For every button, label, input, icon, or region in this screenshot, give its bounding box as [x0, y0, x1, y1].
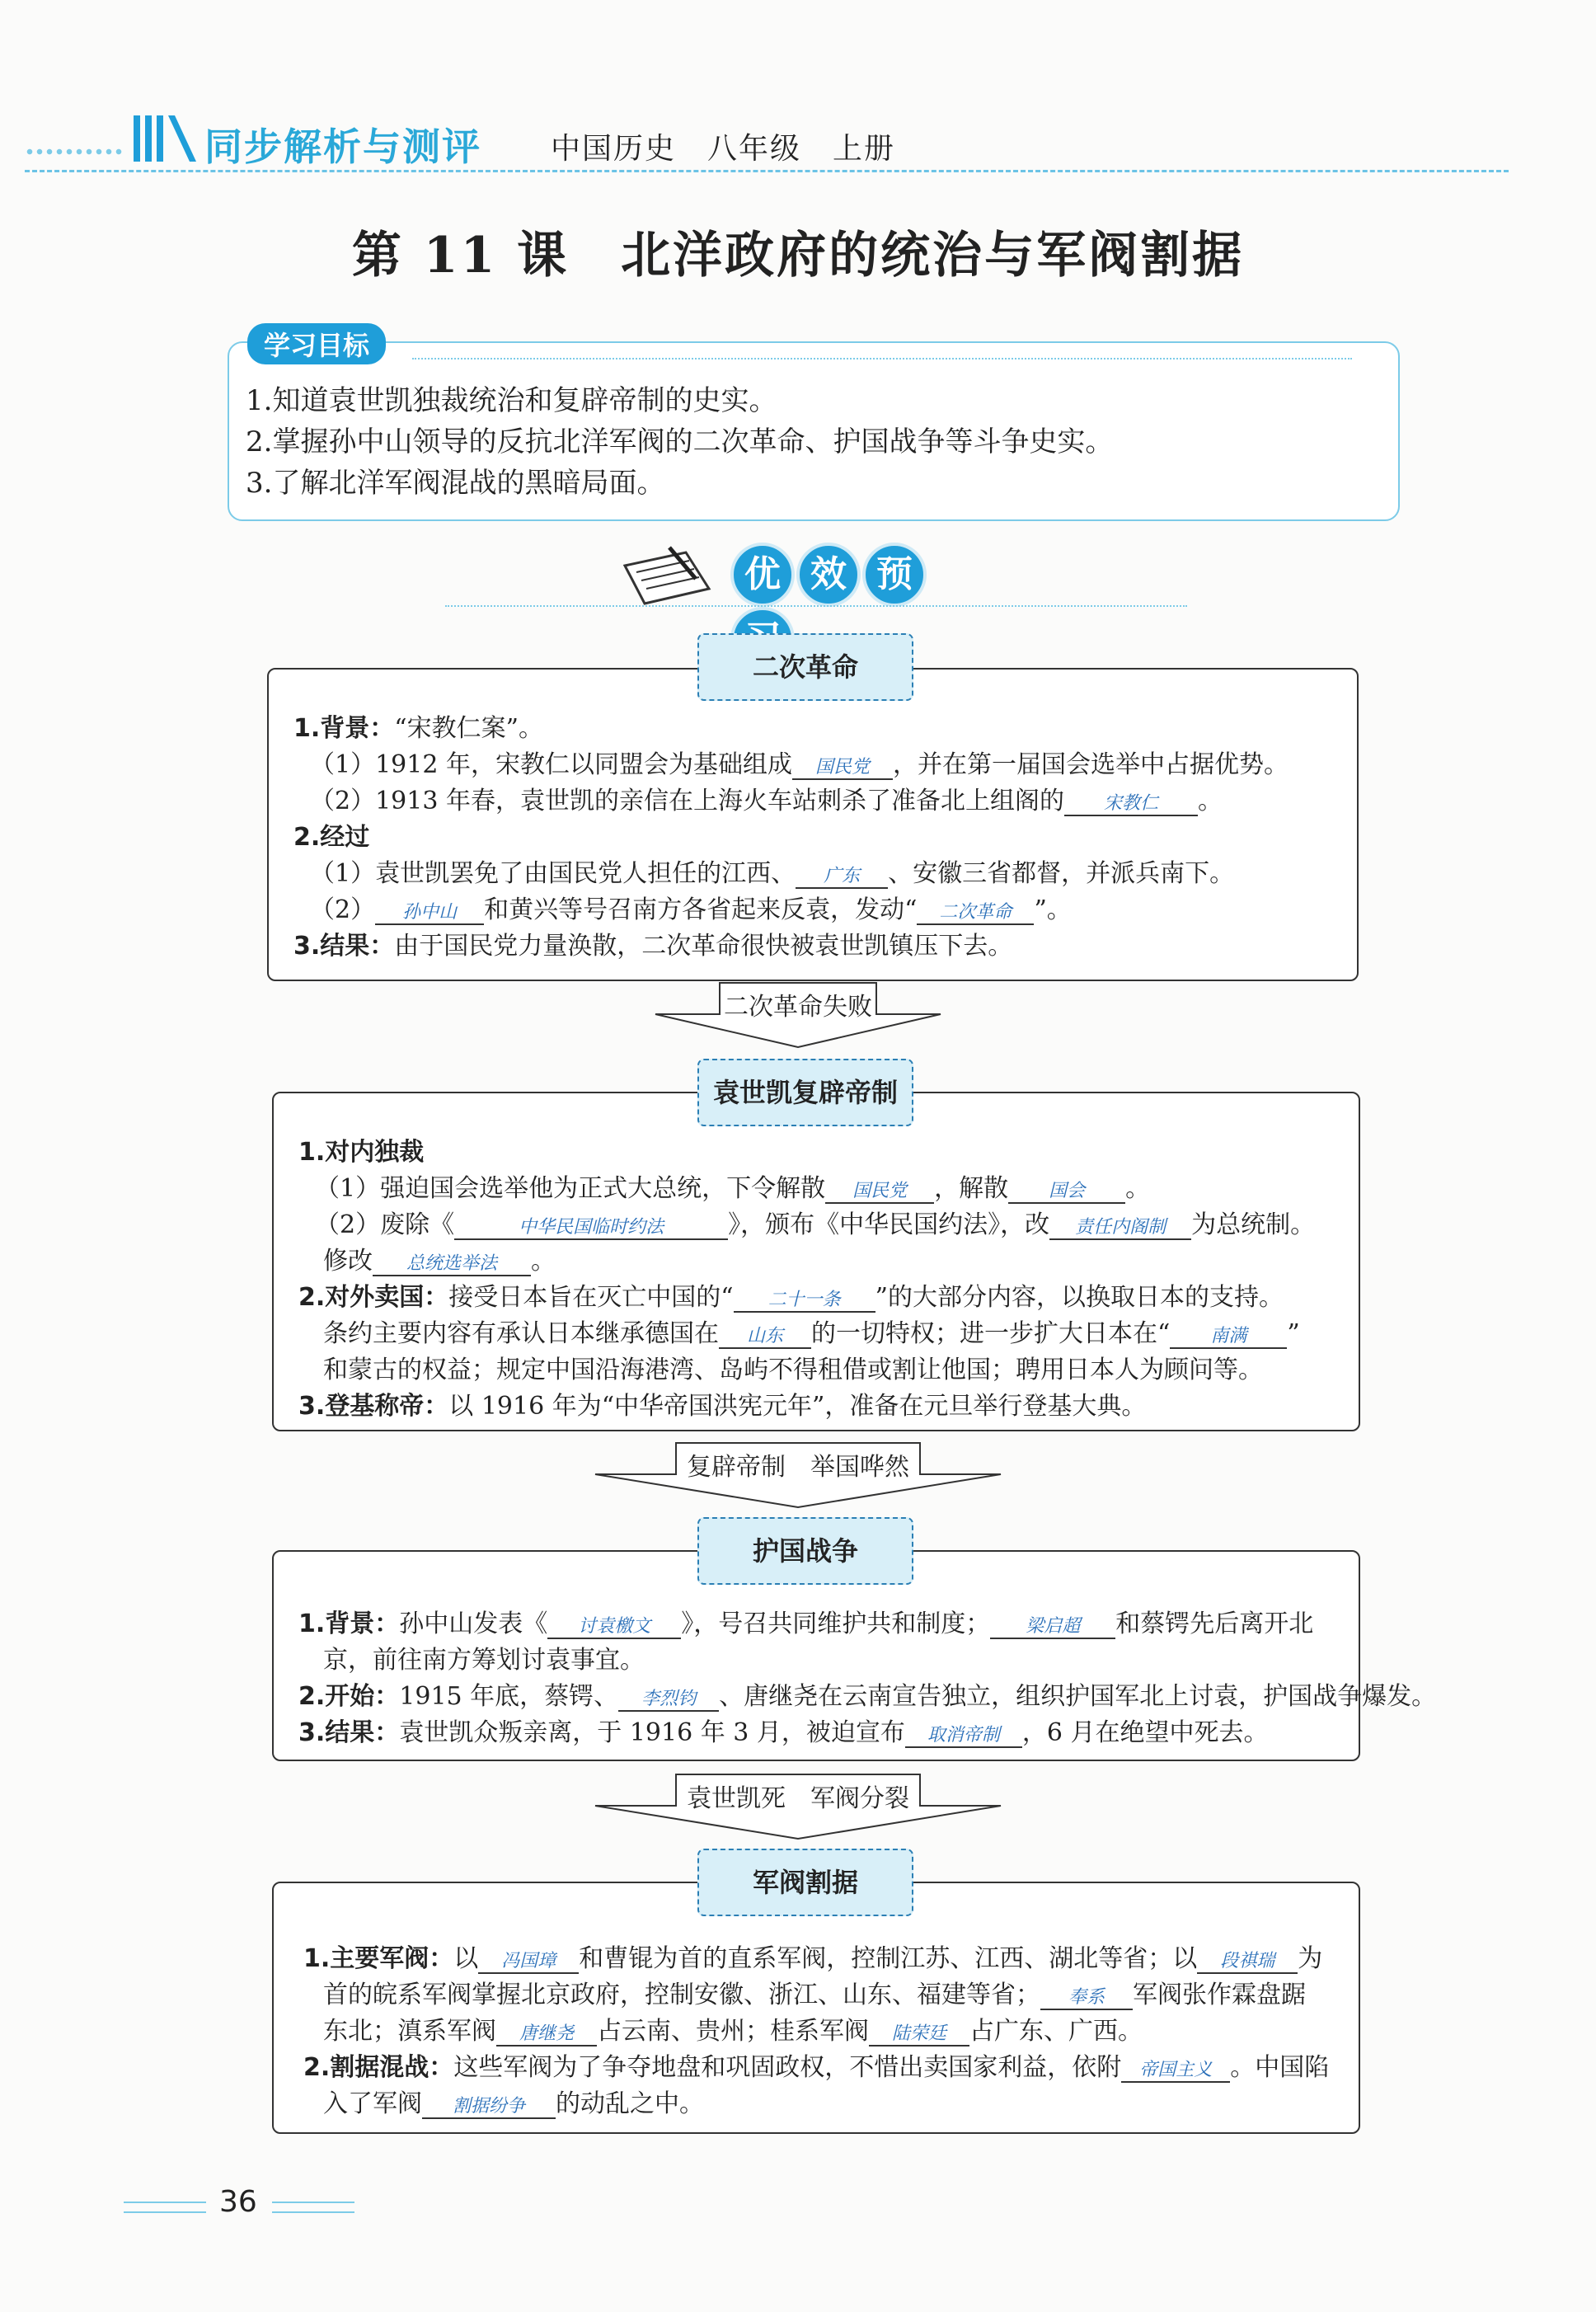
b3-line: 京，前往南方筹划讨袁事宜。 [323, 1646, 645, 1675]
answer-blank: 总统选举法 [373, 1249, 531, 1276]
goal-item: 2.掌握孙中山领导的反抗北洋军阀的二次革命、护国战争等斗争史实。 [246, 425, 1114, 458]
page-title: 第 11 课 北洋政府的统治与军阀割据 [351, 227, 1245, 284]
answer-blank: 冯国璋 [478, 1947, 579, 1974]
header-brand: 同步解析与测评 [204, 125, 481, 169]
page-number-rule-right [272, 2202, 354, 2213]
b2-line: （2）废除《 中华民国临时约法 》，颁布《中华民国约法》，改 责任内阁制 为总统制。 [315, 1210, 1316, 1239]
b4-line: 2.割据混战：这些军阀为了争夺地盘和巩固政权，不惜出卖国家利益，依附 帝国主义 。中国陷 [303, 2053, 1330, 2082]
answer-blank: 广东 [796, 862, 888, 889]
b2-line: 1.对内独裁 [298, 1138, 425, 1167]
notebook-pencil-icon [620, 541, 719, 607]
tag-national-protection-war: 护国战争 [697, 1517, 913, 1585]
arrow-label: 袁世凯死 军阀分裂 [687, 1784, 909, 1813]
heading-char: 预 [862, 543, 927, 607]
header-rule [25, 170, 1509, 172]
answer-blank: 国民党 [792, 753, 893, 780]
b3-line: 2.开始：1915 年底，蔡锷、 李烈钧 、唐继尧在云南宣告独立，组织护国军北上讨袁，护国战争爆发。 [298, 1682, 1437, 1711]
answer-blank: 陆荣廷 [869, 2019, 969, 2046]
answer-blank: 梁启超 [990, 1612, 1115, 1639]
answer-blank: 帝国主义 [1121, 2056, 1230, 2083]
b4-line: 东北；滇系军阀 唐继尧 占云南、贵州；桂系军阀 陆荣廷 占广东、广西。 [323, 2017, 1143, 2046]
heading-char: 效 [796, 543, 861, 607]
goal-item: 3.了解北洋军阀混战的黑暗局面。 [246, 467, 665, 500]
b1-line: （1）袁世凯罢免了由国民党人担任的江西、 广东 、安徽三省都督，并派兵南下。 [310, 859, 1235, 888]
answer-blank: 责任内阁制 [1049, 1213, 1191, 1240]
goals-dotted-arrow [412, 358, 1352, 359]
goal-item: 1.知道袁世凯独裁统治和复辟帝制的史实。 [246, 384, 777, 417]
answer-blank: 奉系 [1040, 1983, 1133, 2010]
answer-blank: 取消帝制 [905, 1721, 1022, 1748]
answer-blank: 山东 [719, 1322, 811, 1349]
answer-blank: 割据纷争 [422, 2092, 556, 2119]
answer-blank: 二十一条 [734, 1285, 875, 1313]
b2-line: 和蒙古的权益；规定中国沿海港湾、岛屿不得租借或割让他国；聘用日本人为顾问等。 [323, 1356, 1263, 1384]
arrow-label: 二次革命失败 [724, 993, 872, 1022]
answer-blank: 宋教仁 [1064, 789, 1198, 816]
answer-blank: 唐继尧 [496, 2019, 597, 2046]
answer-blank: 国会 [1008, 1177, 1125, 1204]
book-logo-icon [132, 110, 198, 165]
answer-blank: 中华民国临时约法 [454, 1213, 728, 1240]
tag-warlord-division: 军阀割据 [697, 1849, 913, 1916]
answer-blank: 段祺瑞 [1197, 1947, 1298, 1974]
header-dots [25, 147, 124, 158]
b1-line: （2）1913 年春，袁世凯的亲信在上海火车站刺杀了准备北上组阁的 宋教仁 。 [310, 787, 1223, 815]
b1-line: 1.背景：“宋教仁案”。 [293, 714, 543, 743]
b4-line: 1.主要军阀：以 冯国璋 和曹锟为首的直系军阀，控制江苏、江西、湖北等省；以 段祺瑞 为 [303, 1944, 1323, 1973]
b2-line: 条约主要内容有承认日本继承德国在 山东 的一切特权；进一步扩大日本在“ 南满 ” [323, 1319, 1300, 1348]
b2-line: 2.对外卖国：接受日本旨在灭亡中国的“ 二十一条 ”的大部分内容，以换取日本的支持。 [298, 1283, 1284, 1312]
section-rule [445, 605, 1187, 607]
header-subject: 中国历史 八年级 上册 [551, 132, 896, 166]
page-number-rule-left [124, 2202, 206, 2213]
answer-blank: 国民党 [825, 1177, 934, 1204]
b3-line: 3.结果：袁世凯众叛亲离，于 1916 年 3 月，被迫宣布 取消帝制 ，6 月在绝望中死去。 [298, 1718, 1269, 1747]
answer-blank: 李烈钧 [618, 1685, 719, 1712]
b2-line: （1）强迫国会选举他为正式大总统，下令解散 国民党 ，解散 国会 。 [315, 1174, 1151, 1203]
goals-tag: 学习目标 [247, 323, 386, 364]
b1-line: 3.结果：由于国民党力量涣散，二次革命很快被袁世凯镇压下去。 [293, 932, 1013, 961]
b3-line: 1.背景：孙中山发表《 讨袁檄文 》，号召共同维护共和制度； 梁启超 和蔡锷先后离开北 [298, 1609, 1314, 1638]
answer-blank: 南满 [1170, 1322, 1287, 1349]
page-number: 36 [219, 2185, 257, 2219]
answer-blank: 讨袁檄文 [547, 1612, 681, 1639]
heading-char: 优 [730, 543, 795, 607]
section-heading [730, 543, 986, 609]
b1-line: （2） 孙中山 和黄兴等号召南方各省起来反袁，发动“ 二次革命 ”。 [310, 895, 1072, 924]
answer-blank: 二次革命 [917, 898, 1034, 925]
tag-second-revolution: 二次革命 [697, 633, 913, 701]
b2-line: 修改 总统选举法 。 [323, 1247, 556, 1276]
answer-blank: 孙中山 [375, 898, 484, 925]
b4-line: 首的皖系军阀掌握北京政府，控制安徽、浙江、山东、福建等省； 奉系 军阀张作霖盘踞 [323, 1981, 1306, 2009]
tag-yuan-restoration: 袁世凯复辟帝制 [697, 1059, 913, 1126]
b4-line: 入了军阀 割据纷争 的动乱之中。 [323, 2089, 704, 2118]
arrow-label: 复辟帝制 举国哗然 [687, 1453, 909, 1482]
b1-line: （1）1912 年，宋教仁以同盟会为基础组成 国民党 ，并在第一届国会选举中占据优势。 [310, 750, 1289, 779]
b2-line: 3.登基称帝：以 1916 年为“中华帝国洪宪元年”，准备在元旦举行登基大典。 [298, 1392, 1147, 1421]
b1-line: 2.经过 [293, 823, 370, 852]
